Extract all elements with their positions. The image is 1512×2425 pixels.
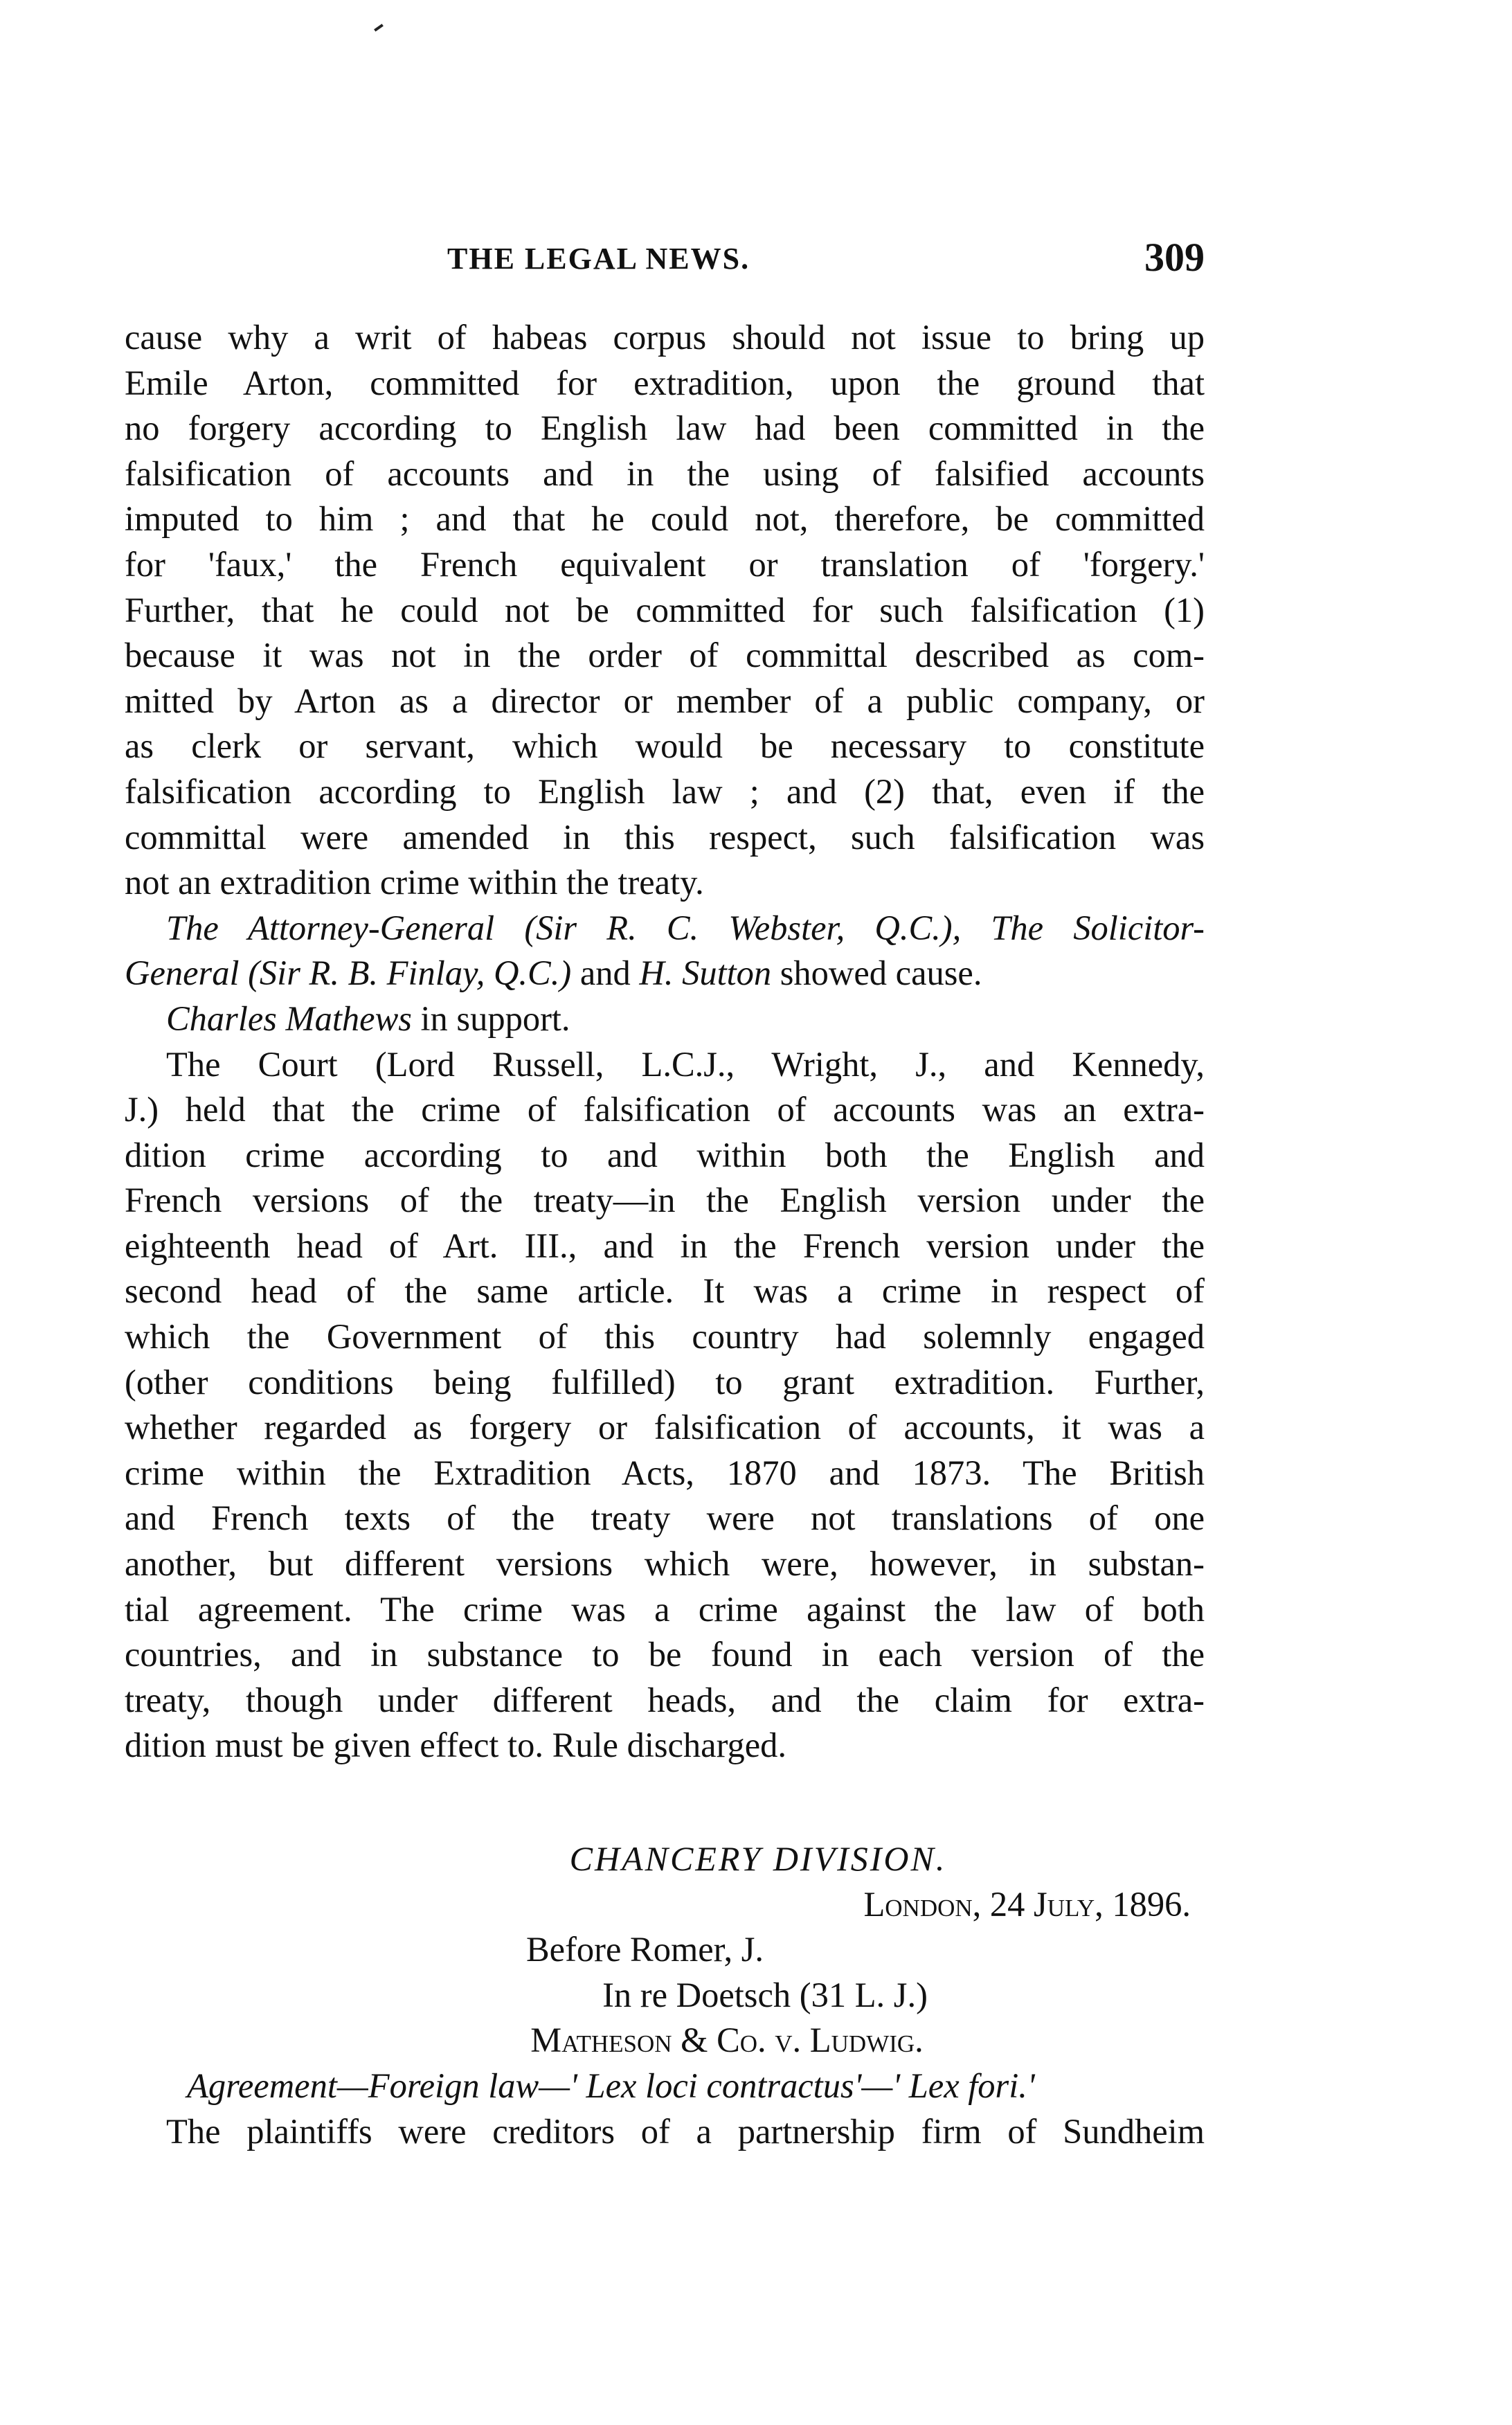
counsel-name: Charles Mathews bbox=[166, 999, 412, 1038]
text-line: imputed to him ; and that he could not, therefore, be committed bbox=[125, 499, 1205, 539]
case-parties: Matheson & Co. v. Ludwig. bbox=[530, 2021, 924, 2060]
division-heading: CHANCERY DIVISION. bbox=[569, 1839, 947, 1878]
text-line: as clerk or servant, which would be necessary to constitute bbox=[125, 726, 1205, 766]
text-line: not an extradition crime within the treaty. bbox=[125, 863, 704, 902]
judgment-line: dition must be given effect to. Rule discharged. bbox=[125, 1726, 787, 1765]
counsel-text: showed cause. bbox=[771, 954, 982, 993]
paragraph-first-line: The plaintiffs were creditors of a partnership firm of Sundheim bbox=[166, 2111, 1205, 2151]
text-line: Further, that he could not be committed for such falsification (1) bbox=[125, 590, 1205, 629]
judgment-line: The Court (Lord Russell, L.C.J., Wright, J., and Kennedy, bbox=[166, 1044, 1205, 1084]
case-reference: In re Doetsch (31 L. J.) bbox=[602, 1975, 928, 2014]
before-judge: Before Romer, J. bbox=[526, 1930, 764, 1969]
judgment-line: second head of the same article. It was a crime in respect of bbox=[125, 1271, 1205, 1311]
judgment-line: another, but different versions which were, however, in substan- bbox=[125, 1544, 1205, 1584]
text-line: Emile Arton, committed for extradition, upon the ground that bbox=[125, 363, 1205, 402]
counsel-conjunction: and bbox=[571, 954, 640, 993]
stray-mark bbox=[374, 24, 384, 31]
running-title: THE LEGAL NEWS. bbox=[447, 242, 750, 276]
section-gap bbox=[125, 1769, 1205, 1836]
judgment-line: crime within the Extradition Acts, 1870 and 1873. The British bbox=[125, 1453, 1205, 1492]
place-date: London, 24 July, 1896. bbox=[863, 1884, 1191, 1924]
text-line: falsification according to English law ; and (2) that, even if the bbox=[125, 771, 1205, 811]
counsel-text: in support. bbox=[411, 999, 570, 1038]
judgment-line: dition crime according to and within both the English and bbox=[125, 1135, 1205, 1174]
judgment-line: French versions of the treaty—in the English version under the bbox=[125, 1181, 1205, 1220]
page-body bbox=[125, 315, 1205, 2154]
counsel-name: H. Sutton bbox=[639, 954, 772, 993]
text-line: no forgery according to English law had been committed in the bbox=[125, 409, 1205, 448]
judgment-line: treaty, though under different heads, and the claim for extra- bbox=[125, 1680, 1205, 1719]
judgment-line: which the Government of this country had solemnly engaged bbox=[125, 1317, 1205, 1357]
counsel-name: General (Sir R. B. Finlay, Q.C.) bbox=[125, 954, 572, 993]
text-line: because it was not in the order of committal described as com- bbox=[125, 636, 1205, 675]
text-line: cause why a writ of habeas corpus should not issue to bring up bbox=[125, 318, 1205, 357]
page-header bbox=[125, 234, 1205, 283]
page-number: 309 bbox=[1144, 235, 1205, 280]
judgment-line: tial agreement. The crime was a crime against the law of both bbox=[125, 1589, 1205, 1629]
judgment-line: eighteenth head of Art. III., and in the French version under the bbox=[125, 1226, 1205, 1265]
judgment-line: (other conditions being fulfilled) to grant extradition. Further, bbox=[125, 1362, 1205, 1402]
judgment-line: countries, and in substance to be found in each version of the bbox=[125, 1635, 1205, 1674]
text-line: for 'faux,' the French equivalent or translation of 'forgery.' bbox=[125, 544, 1205, 584]
counsel-line: The Attorney-General (Sir R. C. Webster, Q.C.), The Solicitor- bbox=[166, 908, 1205, 947]
counsel-line bbox=[125, 951, 1205, 996]
support-line bbox=[125, 996, 1205, 1042]
judgment-line: and French texts of the treaty were not translations of one bbox=[125, 1498, 1205, 1538]
text-line: mitted by Arton as a director or member of a public company, or bbox=[125, 681, 1205, 720]
text-line: falsification of accounts and in the using of falsified accounts bbox=[125, 454, 1205, 493]
text-line: committal were amended in this respect, such falsification was bbox=[125, 817, 1205, 857]
judgment-line: whether regarded as forgery or falsification of accounts, it was a bbox=[125, 1408, 1205, 1447]
judgment-line: J.) held that the crime of falsification of accounts was an extra- bbox=[125, 1090, 1205, 1129]
headnote: Agreement—Foreign law—' Lex loci contractus'—' Lex fori.' bbox=[187, 2066, 1035, 2105]
